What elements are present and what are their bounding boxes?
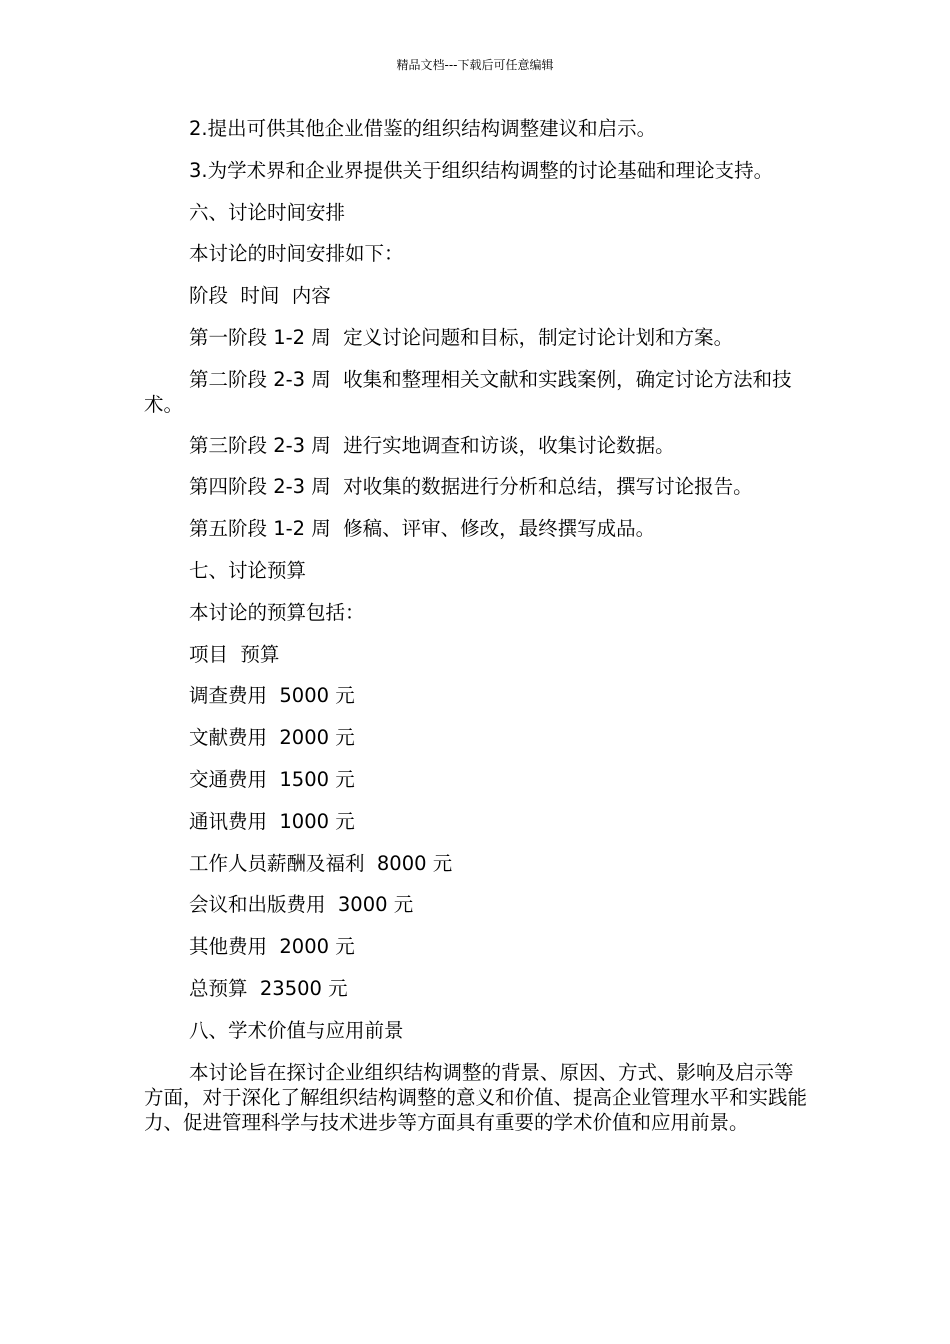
budget-row-communication: 通讯费用 1000 元 — [189, 809, 355, 833]
schedule-header-row: 阶段 时间 内容 — [189, 284, 331, 308]
paragraph-suggestion-3: 3.为学术界和企业界提供关于组织结构调整的讨论基础和理论支持。 — [189, 158, 774, 182]
budget-row-transport: 交通费用 1500 元 — [189, 767, 355, 791]
section-heading-schedule: 六、讨论时间安排 — [189, 200, 346, 224]
schedule-row-2: 第二阶段 2-3 周 收集和整理相关文献和实践案例，确定讨论方法和技术。 — [144, 367, 792, 416]
budget-row-staff: 工作人员薪酬及福利 8000 元 — [189, 851, 453, 875]
paragraph-schedule-intro: 本讨论的时间安排如下： — [189, 242, 404, 266]
budget-row-survey: 调查费用 5000 元 — [189, 684, 355, 708]
paragraph-budget-intro: 本讨论的预算包括： — [189, 600, 365, 624]
schedule-row-3: 第三阶段 2-3 周 进行实地调查和访谈，收集讨论数据。 — [189, 433, 675, 457]
budget-row-meeting: 会议和出版费用 3000 元 — [189, 893, 414, 917]
budget-row-total: 总预算 23500 元 — [189, 976, 348, 1000]
schedule-row-1: 第一阶段 1-2 周 定义讨论问题和目标，制定讨论计划和方案。 — [189, 325, 734, 349]
schedule-row-4: 第四阶段 2-3 周 对收集的数据进行分析和总结，撰写讨论报告。 — [189, 475, 753, 499]
paragraph-value: 本讨论旨在探讨企业组织结构调整的背景、原因、方式、影响及启示等方面，对于深化了解组织结构调整的意义和价值、提高企业管理水平和实践能力、促进管理科学与技术进步等方面具有重要的学术价值和应用前景。 — [144, 1060, 808, 1134]
budget-row-literature: 文献费用 2000 元 — [189, 726, 355, 750]
schedule-row-5: 第五阶段 1-2 周 修稿、评审、修改，最终撰写成品。 — [189, 517, 656, 541]
paragraph-suggestion-2: 2.提出可供其他企业借鉴的组织结构调整建议和启示。 — [189, 117, 657, 140]
budget-header-row: 项目 预算 — [189, 642, 280, 666]
section-heading-budget: 七、讨论预算 — [189, 558, 307, 582]
section-heading-value: 八、学术价值与应用前景 — [189, 1018, 404, 1042]
page-header: 精品文档---下载后可任意编辑 — [396, 58, 554, 72]
document-body — [144, 116, 809, 1135]
budget-row-other: 其他费用 2000 元 — [189, 935, 355, 959]
